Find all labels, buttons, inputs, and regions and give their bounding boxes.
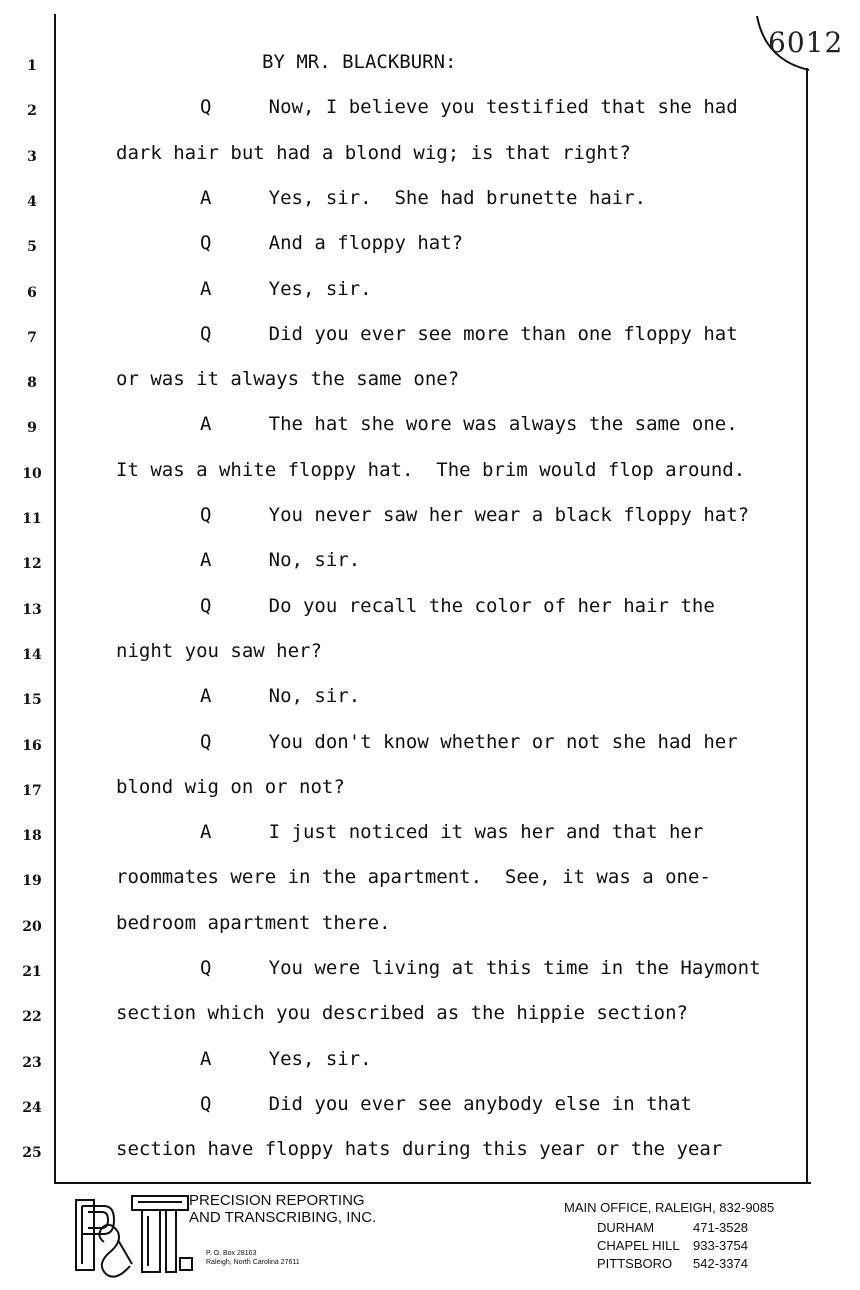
transcript-line: A No, sir. [200, 685, 361, 708]
line-number: 3 [27, 148, 37, 165]
company-logo [74, 1192, 194, 1280]
office-city: PITTSBORO [597, 1256, 673, 1271]
transcript-line: Q Now, I believe you testified that she had [200, 96, 738, 119]
line-number: 8 [27, 375, 37, 392]
line-number: 17 [22, 782, 42, 799]
main-office: MAIN OFFICE, RALEIGH, 832-9085 [564, 1200, 775, 1215]
transcript-line: dark hair but had a blond wig; is that right? [116, 141, 631, 164]
transcript-line: section which you described as the hippie section? [116, 1002, 688, 1025]
office-city: CHAPEL HILL [597, 1238, 680, 1253]
transcript-line: BY MR. BLACKBURN: [262, 51, 457, 73]
office-phone: 933-3754 [693, 1238, 748, 1253]
line-number: 5 [27, 239, 37, 256]
company-name-line1: PRECISION REPORTING [189, 1192, 365, 1209]
transcript-line: A No, sir. [200, 549, 361, 572]
transcript-line: bedroom apartment there. [116, 911, 391, 934]
line-number: 16 [22, 737, 42, 754]
line-number: 7 [27, 329, 37, 346]
line-number: 19 [22, 873, 42, 890]
office-row [597, 1256, 748, 1271]
line-number: 12 [22, 556, 42, 573]
line-number: 9 [27, 420, 37, 437]
office-row [597, 1238, 748, 1253]
line-number: 10 [22, 465, 42, 482]
office-phone: 542-3374 [693, 1256, 748, 1271]
line-number: 2 [27, 103, 37, 120]
company-address [206, 1249, 300, 1267]
transcript-line: A The hat she wore was always the same one. [200, 413, 738, 436]
transcript-line: A Yes, sir. [200, 277, 372, 300]
line-number: 22 [22, 1009, 42, 1026]
page-number: 6012 [768, 26, 844, 59]
po-box: P. O. Box 28163 [206, 1250, 257, 1257]
company-name [189, 1192, 376, 1226]
transcript-line: blond wig on or not? [116, 775, 345, 798]
line-number: 21 [22, 964, 42, 980]
transcript-line: Q Did you ever see more than one floppy hat [200, 322, 738, 345]
line-number: 1 [27, 58, 37, 74]
transcript-line: Q Did you ever see anybody else in that [200, 1092, 692, 1115]
transcript-line: A Yes, sir. [200, 1047, 372, 1070]
line-number: 6 [27, 284, 37, 301]
transcript-line: roommates were in the apartment. See, it was a one- [116, 866, 711, 889]
transcript-line: Q You don't know whether or not she had her [200, 730, 738, 753]
line-number: 23 [22, 1054, 42, 1071]
line-number: 11 [22, 511, 42, 527]
line-number: 18 [22, 828, 42, 845]
transcript-line: night you saw her? [116, 639, 322, 662]
line-number: 15 [22, 692, 42, 709]
office-city: DURHAM [597, 1220, 655, 1235]
line-number: 13 [22, 601, 42, 618]
company-name-line2: AND TRANSCRIBING, INC. [189, 1209, 377, 1226]
transcript-line: Q You were living at this time in the Haymont [200, 957, 761, 979]
transcript-line: A I just noticed it was her and that her [200, 821, 704, 844]
transcript-line: section have floppy hats during this year or the year [116, 1138, 723, 1161]
office-row [597, 1220, 748, 1235]
page-border-right [806, 68, 808, 1183]
city-state: Raleigh, North Carolina 27611 [206, 1259, 300, 1266]
transcript-line: or was it always the same one? [116, 368, 460, 391]
transcript-line: Q And a floppy hat? [200, 232, 464, 255]
transcript-line: It was a white floppy hat. The brim would flop around. [116, 458, 746, 481]
line-number: 14 [22, 646, 42, 663]
line-number: 20 [22, 918, 42, 935]
line-number: 4 [27, 193, 37, 210]
transcript-line: A Yes, sir. She had brunette hair. [200, 186, 647, 209]
transcript-line: Q You never saw her wear a black floppy hat? [200, 504, 750, 526]
transcript-line: Q Do you recall the color of her hair the [200, 594, 715, 617]
office-phone: 471-3528 [693, 1220, 748, 1235]
line-number: 25 [22, 1145, 42, 1162]
line-number: 24 [22, 1099, 42, 1116]
